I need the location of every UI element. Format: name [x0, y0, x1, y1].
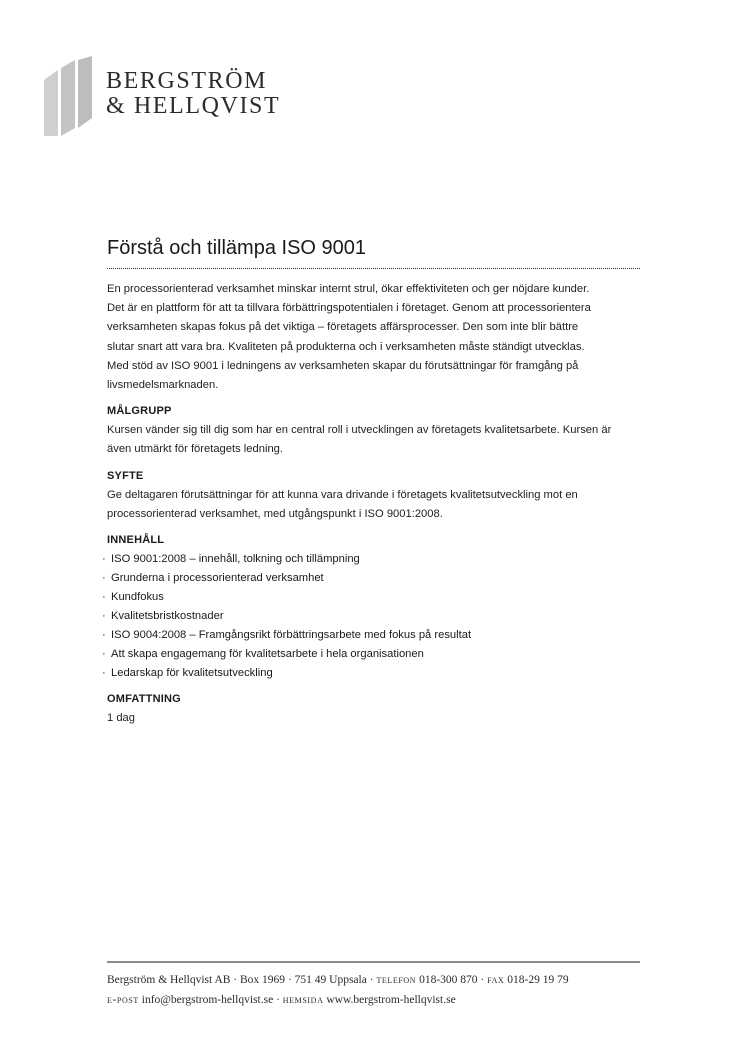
footer-box: Box 1969: [240, 974, 286, 986]
list-item: [102, 645, 640, 664]
company-logo: [44, 56, 304, 136]
duration-value: 1 dag: [107, 712, 135, 725]
course-description: [102, 233, 640, 728]
section-line: även utmärkt för företagets ledning.: [107, 443, 283, 456]
footer-fax-label: fax: [487, 974, 505, 986]
footer-hemsida-label: hemsida: [282, 994, 324, 1006]
bullet-icon: ·: [102, 648, 106, 661]
intro-line: En processorienterad verksamhet minskar internt strul, ökar effektiviteten och ger nöjdare kunder.: [107, 283, 590, 295]
footer-separator: ·: [273, 994, 283, 1006]
footer-divider: [107, 961, 640, 963]
list-item-text: Ledarskap för kvalitetsutveckling: [111, 667, 273, 680]
footer-telefon-label: telefon: [376, 974, 417, 986]
footer-separator: ·: [285, 974, 295, 986]
section-malgrupp: [107, 402, 640, 459]
bullet-icon: ·: [102, 629, 106, 642]
section-omfattning: [107, 690, 640, 728]
footer-address: 751 49 Uppsala: [294, 974, 367, 986]
intro-line: slutar snart att vara bra. Kvaliteten på produkterna och i verksamheten måste ständigt utvecklas.: [107, 340, 585, 353]
page-title: Förstå och tillämpa ISO 9001: [107, 237, 367, 259]
list-item-text: ISO 9004:2008 – Framgångsrikt förbättringsarbete med fokus på resultat: [111, 629, 472, 642]
list-item: [102, 569, 640, 588]
footer-telefon: 018-300 870: [419, 974, 478, 986]
section-heading: SYFTE: [107, 469, 144, 482]
section-heading: INNEHÅLL: [107, 534, 165, 547]
footer-separator: ·: [477, 974, 488, 986]
footer: [107, 970, 667, 1010]
intro-paragraph: [107, 280, 640, 395]
intro-line: livsmedelsmarknaden.: [107, 379, 219, 392]
section-innehall: [102, 531, 640, 683]
logo-line-1: BERGSTRÖM: [106, 68, 268, 94]
bullet-icon: ·: [102, 553, 106, 566]
footer-website-link[interactable]: www.bergstrom-hellqvist.se: [326, 994, 456, 1006]
footer-email-link[interactable]: info@bergstrom-hellqvist.se: [141, 994, 274, 1006]
list-item: [102, 588, 640, 607]
logo-wordmark: [106, 69, 280, 119]
bullet-icon: ·: [102, 610, 106, 623]
intro-line: verksamheten skapas fokus på det viktiga – företagets affärsprocesser. Den som inte blir bättre: [107, 321, 579, 334]
intro-line: Det är en plattform för att ta tillvara förbättringspotentialen i företaget. Genom att processorientera: [107, 302, 591, 315]
list-item: [102, 626, 640, 645]
footer-line-2: [107, 990, 667, 1010]
section-body: [107, 421, 640, 459]
list-item-text: ISO 9001:2008 – innehåll, tolkning och tillämpning: [111, 553, 360, 566]
title-divider: [107, 268, 640, 269]
section-line: Kursen vänder sig till dig som har en central roll i utvecklingen av företagets kvalitetsarbete. Kursen är: [107, 424, 612, 437]
list-item: [102, 664, 640, 683]
section-line: Ge deltagaren förutsättningar för att kunna vara drivande i företagets kvalitetsutveckling mot en: [107, 488, 578, 501]
footer-company: Bergström & Hellqvist AB: [107, 974, 231, 986]
section-line: processorienterad verksamhet, med utgångspunkt i ISO 9001:2008.: [107, 507, 443, 520]
logo-bars-icon: [44, 56, 94, 136]
list-item: [102, 607, 640, 626]
footer-epost-label: e-post: [107, 994, 139, 1006]
section-body: [107, 709, 640, 728]
list-item-text: Kundfokus: [111, 591, 164, 604]
bullet-icon: ·: [102, 591, 106, 604]
bullet-icon: ·: [102, 572, 106, 585]
section-heading: MÅLGRUPP: [107, 405, 172, 418]
intro-line: Med stöd av ISO 9001 i ledningens av verksamheten skapar du förutsättningar för framgång på: [107, 359, 579, 372]
footer-separator: ·: [230, 974, 241, 986]
list-item: [102, 550, 640, 569]
bullet-icon: ·: [102, 667, 106, 680]
section-syfte: [107, 467, 640, 524]
content-list: [102, 550, 640, 683]
list-item-text: Grunderna i processorienterad verksamhet: [111, 572, 324, 585]
logo-line-2: & HELLQVIST: [106, 93, 281, 119]
list-item-text: Att skapa engagemang för kvalitetsarbete i hela organisationen: [111, 648, 424, 661]
list-item-text: Kvalitetsbristkostnader: [111, 610, 224, 623]
footer-line-1: [107, 970, 667, 990]
section-heading: OMFATTNING: [107, 693, 181, 706]
section-body: [107, 486, 640, 524]
footer-fax: 018-29 19 79: [507, 974, 569, 986]
footer-separator: ·: [366, 974, 377, 986]
